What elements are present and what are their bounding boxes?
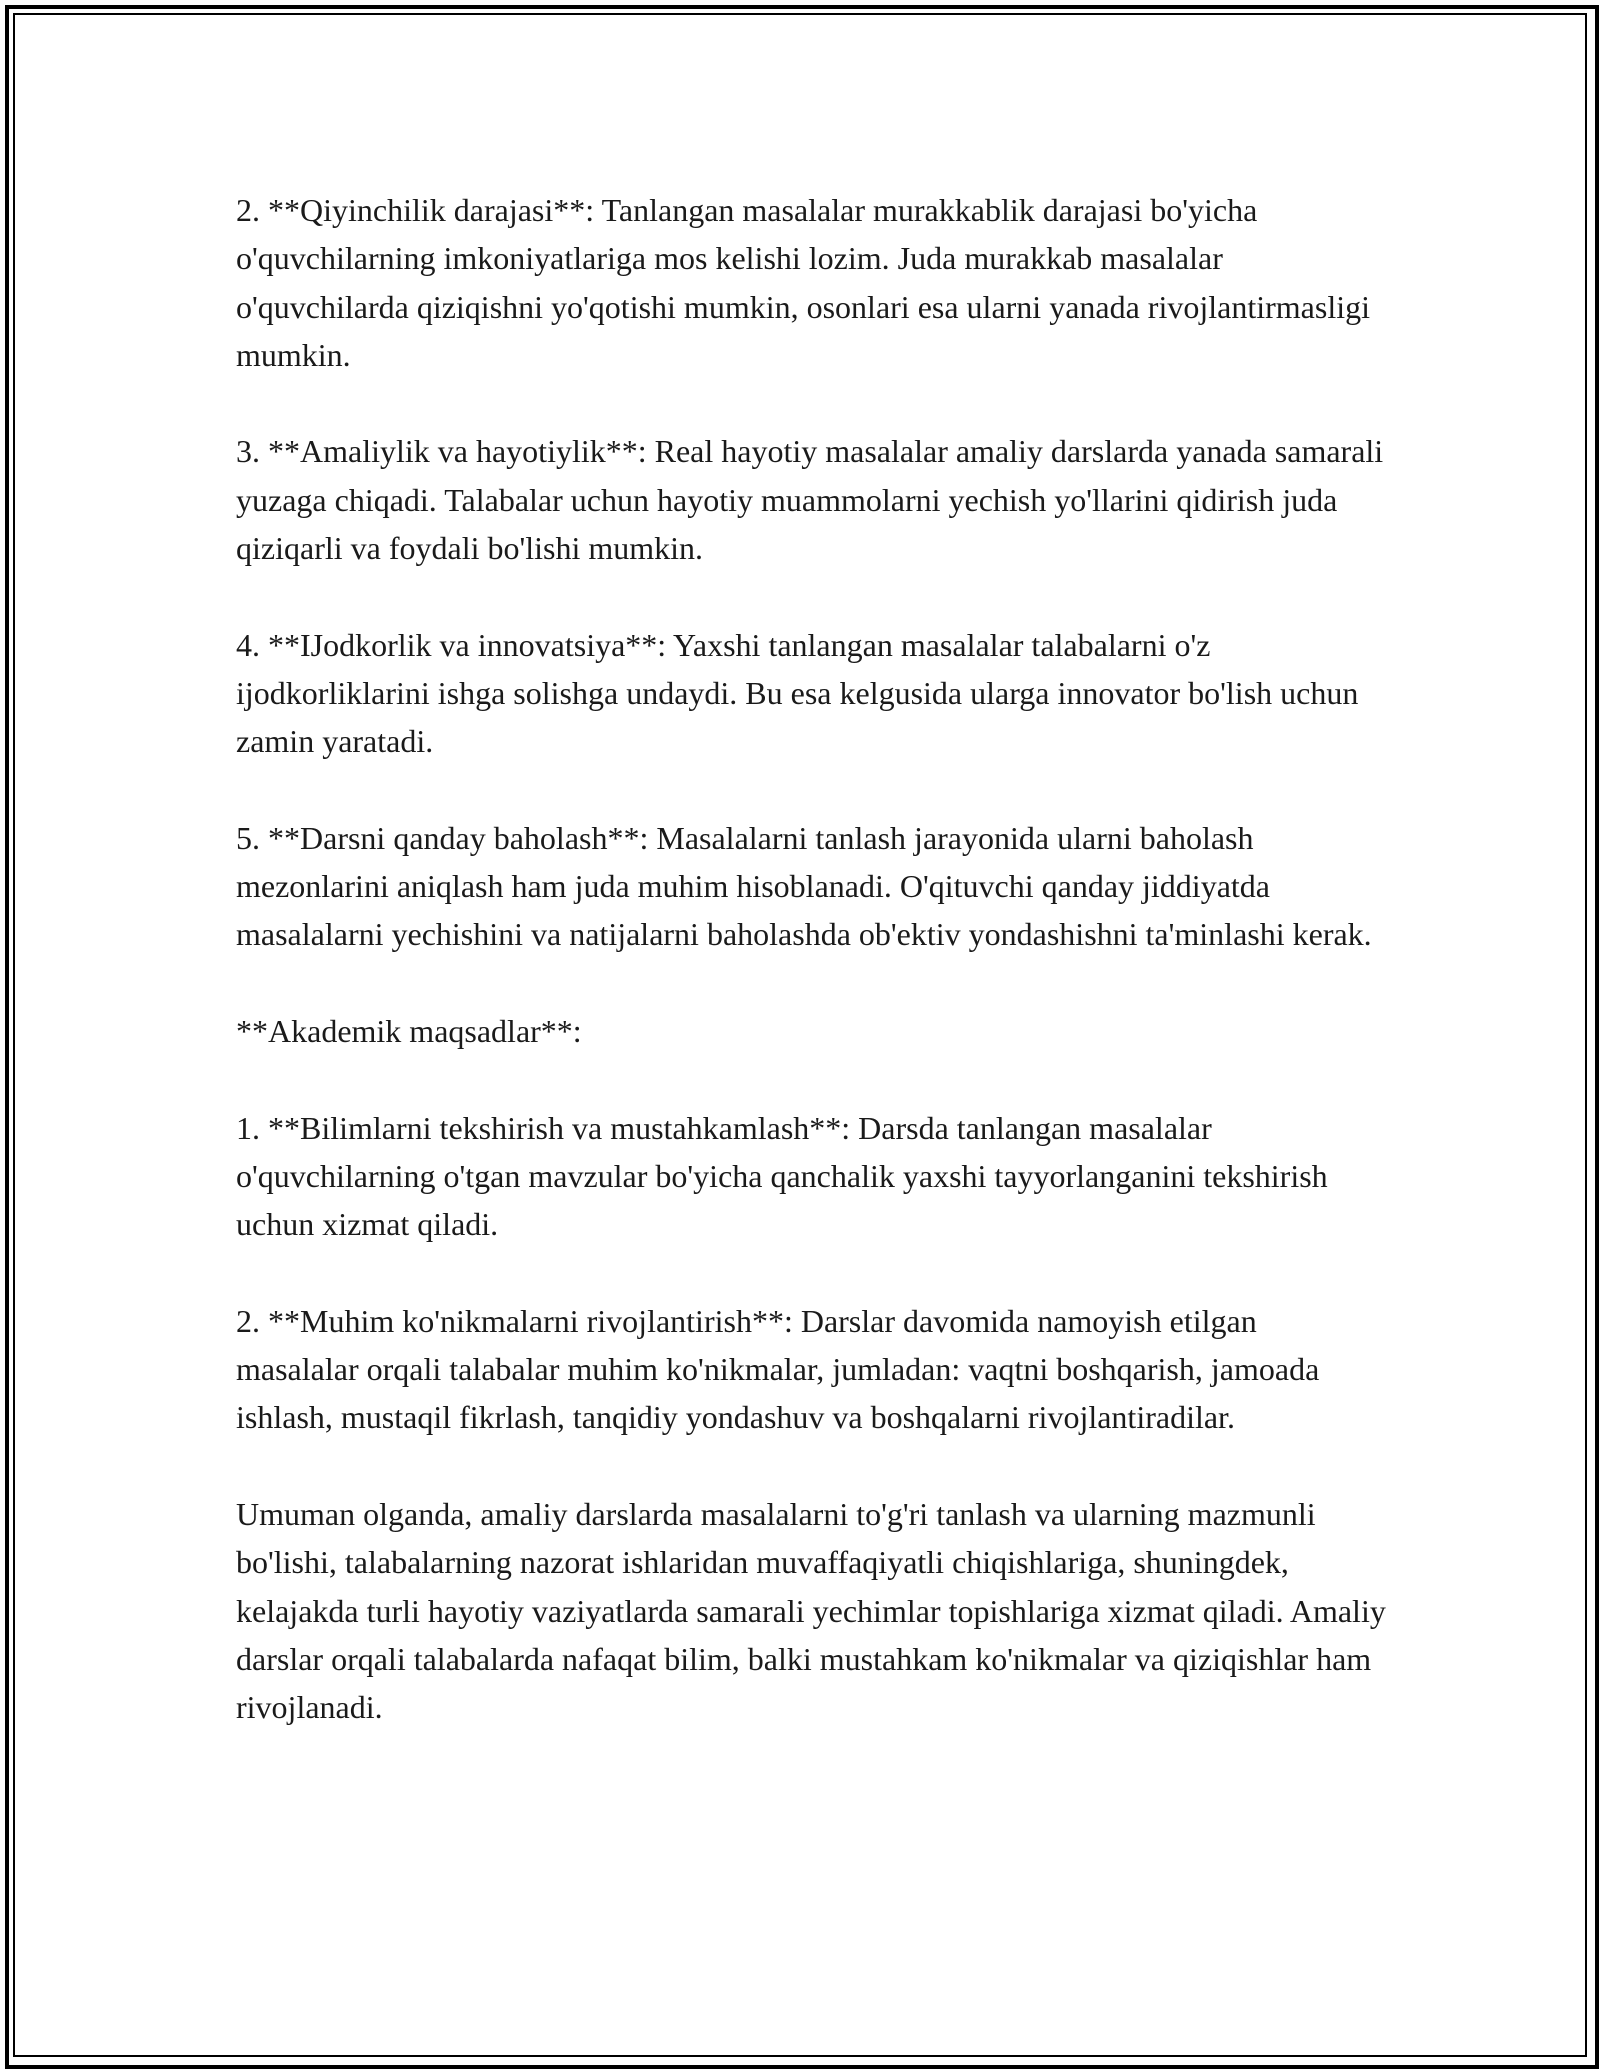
paragraph-difficulty-level: 2. **Qiyinchilik darajasi**: Tanlangan masalalar murakkablik darajasi bo'yicha o'quvchilarning imkoniyatlariga mos kelishi lozim. Juda murakkab masalalar o'quvchilarda qiziqishni yo'qotishi mumkin, osonlari esa ularni yanada rivojlantirmasligi mumkin.	[236, 192, 1370, 373]
paragraph-knowledge-check: 1. **Bilimlarni tekshirish va mustahkamlash**: Darsda tanlangan masalalar o'quvchilarning o'tgan mavzular bo'yicha qanchalik yaxshi tayyorlanganini tekshirish uchun xizmat qiladi.	[236, 1109, 1328, 1243]
section-heading-academic-goals: **Akademik maqsadlar**:	[236, 1013, 582, 1050]
paragraph-practicality: 3. **Amaliylik va hayotiylik**: Real hayotiy masalalar amaliy darslarda yanada samarali yuzaga chiqadi. Talabalar uchun hayotiy muammolarni yechish yo'llarini qidirish juda qiziqarli va foydali bo'lishi mumkin.	[236, 433, 1384, 567]
paragraph-assessment: 5. **Darsni qanday baholash**: Masalalarni tanlash jarayonida ularni baholash mezonlarini aniqlash ham juda muhim hisoblanadi. O'qituvchi qanday jiddiyatda masalalarni yechishini va natijalarni baholashda ob'ektiv yondashishni ta'minlashi kerak.	[236, 819, 1372, 953]
document-body	[236, 186, 1386, 1732]
paragraph-creativity: 4. **IJodkorlik va innovatsiya**: Yaxshi tanlangan masalalar talabalarni o'z ijodkorliklarini ishga solishga undaydi. Bu esa kelgusida ularga innovator bo'lish uchun zamin yaratadi.	[236, 626, 1359, 760]
paragraph-conclusion: Umuman olganda, amaliy darslarda masalalarni to'g'ri tanlash va ularning mazmunli bo'lishi, talabalarning nazorat ishlaridan muvaffaqiyatli chiqishlariga, shuningdek, kelajakda turli hayotiy vaziyatlarda samarali yechimlar topishlariga xizmat qiladi. Amaliy darslar orqali talabalarda nafaqat bilim, balki mustahkam ko'nikmalar va qiziqishlar ham rivojlanadi.	[236, 1496, 1386, 1726]
paragraph-skills-development: 2. **Muhim ko'nikmalarni rivojlantirish**: Darslar davomida namoyish etilgan masalalar orqali talabalar muhim ko'nikmalar, jumladan: vaqtni boshqarish, jamoada ishlash, mustaqil fikrlash, tanqidiy yondashuv va boshqalarni rivojlantiradilar.	[236, 1302, 1320, 1436]
